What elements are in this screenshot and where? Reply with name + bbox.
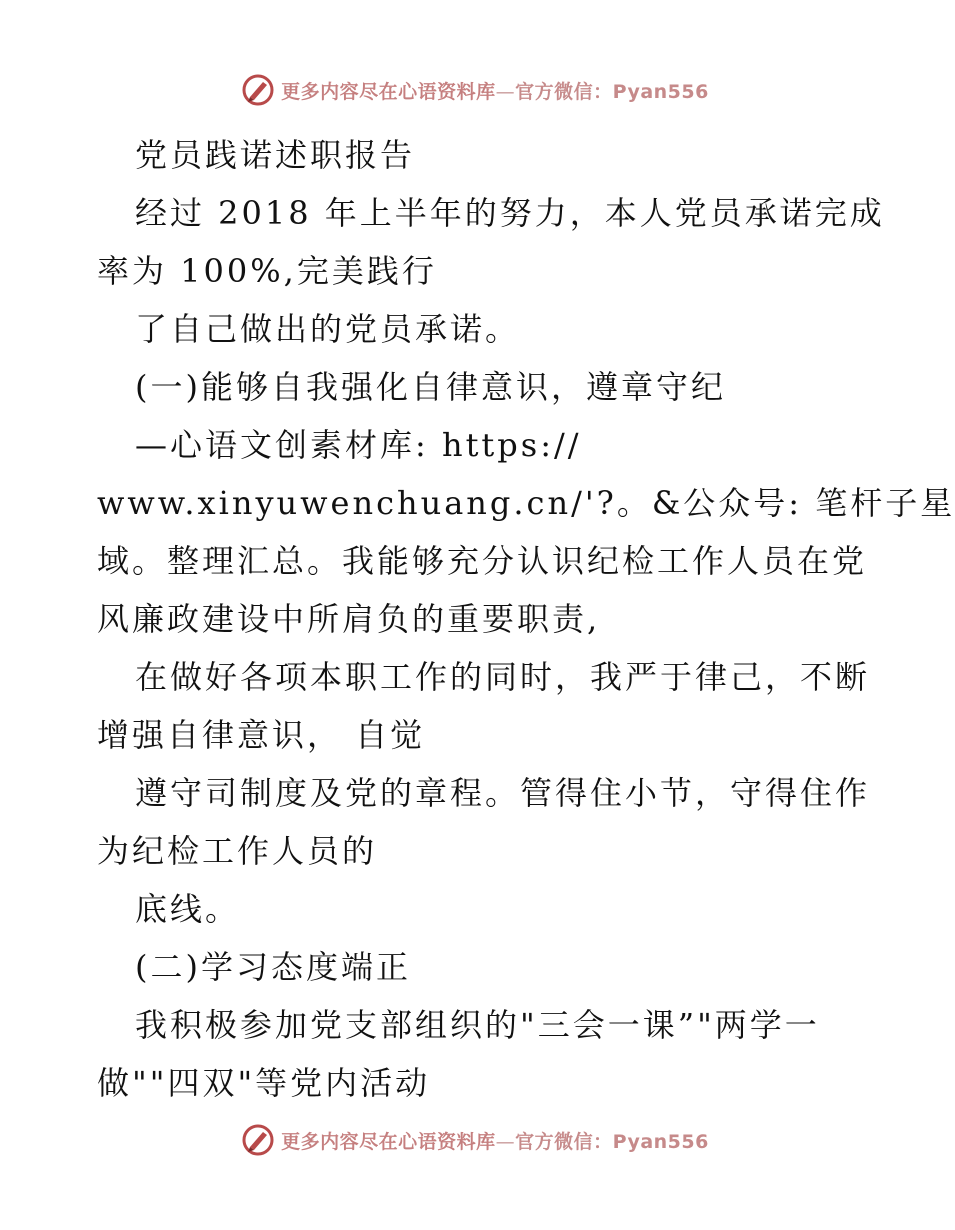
document-title: 党员践诺述职报告 — [135, 136, 416, 174]
header-banner — [0, 70, 950, 110]
banner-separator: — — [495, 1130, 516, 1153]
paragraph-line: 底线。 — [135, 890, 241, 928]
banner-text — [281, 77, 709, 104]
paragraph-line: 我积极参加党支部组织的"三会一课”"两学一 — [135, 1006, 820, 1044]
banner-main-text: 更多内容尽在心语资料库 — [281, 1130, 496, 1153]
paragraph-line: —心语文创素材库: https:// — [135, 426, 582, 464]
paragraph-line: 遵守司制度及党的章程。管得住小节，守得住作 — [135, 774, 871, 812]
banner-text — [281, 1127, 709, 1154]
paragraph-line: 经过 2018 年上半年的努力，本人党员承诺完成 — [135, 194, 885, 232]
banner-main-text: 更多内容尽在心语资料库 — [281, 80, 496, 103]
section-heading: (一)能够自我强化自律意识，遵章守纪 — [135, 368, 726, 406]
paragraph-line: 在做好各项本职工作的同时，我严于律己，不断 — [135, 658, 871, 696]
pen-logo-icon — [241, 1123, 275, 1157]
paragraph-line: 风廉政建设中所肩负的重要职责, — [97, 600, 601, 638]
document-body — [97, 126, 955, 1112]
banner-wechat-text: 官方微信：Pyan556 — [515, 80, 709, 103]
paragraph-line: 增强自律意识， 自觉 — [97, 716, 426, 754]
paragraph-line: 做""四双"等党内活动 — [97, 1064, 431, 1102]
paragraph-line: www.xinyuwenchuang.cn/'?。&公众号: 笔杆子星 — [97, 484, 955, 522]
section-heading: (二)学习态度端正 — [135, 948, 411, 986]
paragraph-line: 了自己做出的党员承诺。 — [135, 310, 521, 348]
banner-separator: — — [495, 80, 516, 103]
pen-logo-icon — [241, 73, 275, 107]
paragraph-line: 率为 100%,完美践行 — [97, 252, 437, 290]
footer-banner — [0, 1120, 950, 1160]
paragraph-line: 为纪检工作人员的 — [97, 832, 378, 870]
paragraph-line: 域。整理汇总。我能够充分认识纪检工作人员在党 — [97, 542, 868, 580]
banner-wechat-text: 官方微信：Pyan556 — [515, 1130, 709, 1153]
